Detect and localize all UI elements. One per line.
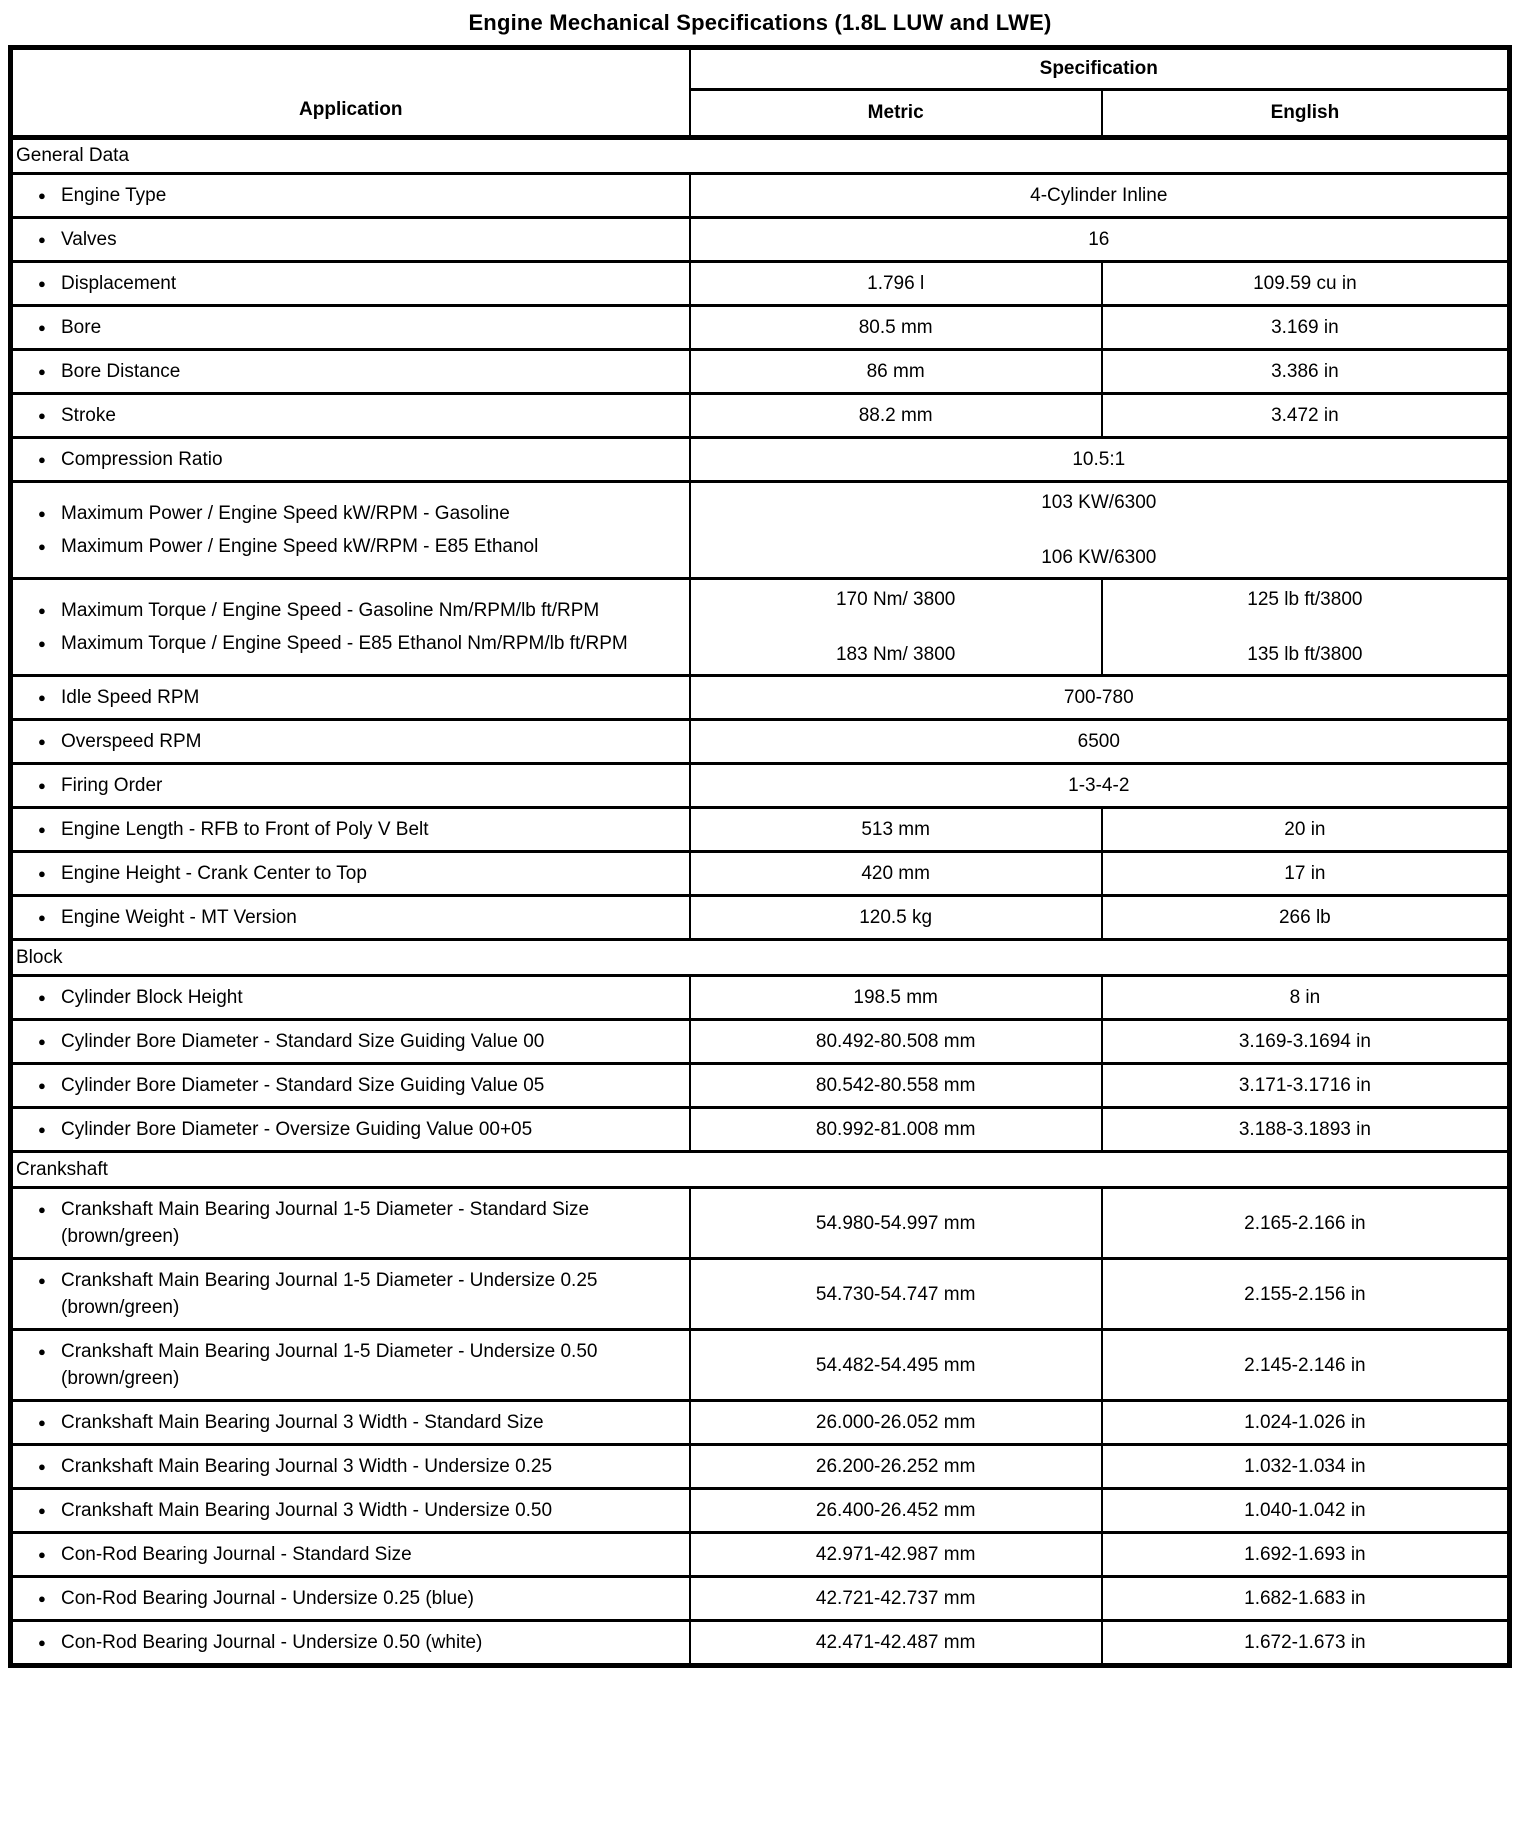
specification-value: 103 KW/6300 [1041,492,1157,513]
application-cell [11,1259,690,1330]
english-value-cell [1102,852,1510,896]
application-label: Crankshaft Main Bearing Journal 3 Width - Standard Size [61,1412,544,1433]
english-column-header: English [1102,90,1510,138]
bullet-icon: ● [38,188,46,203]
table-row [11,1489,1510,1533]
table-row [11,1577,1510,1621]
metric-value-cell [690,1330,1102,1401]
metric-value: 26.200-26.252 mm [815,1456,976,1477]
section-label: General Data [11,138,1510,174]
application-label: Engine Length - RFB to Front of Poly V Belt [61,819,429,840]
metric-value: 80.492-80.508 mm [815,1031,976,1052]
application-cell [11,896,690,940]
english-value-cell [1102,976,1510,1020]
metric-value: 80.5 mm [858,317,933,338]
bullet-icon: ● [38,276,46,291]
application-label: Crankshaft Main Bearing Journal 1-5 Diameter - Undersize 0.25 (brown/green) [61,1270,598,1318]
metric-value: 54.730-54.747 mm [815,1283,976,1305]
english-value: 2.145-2.146 in [1244,1354,1366,1376]
english-value-cell [1102,1330,1510,1401]
metric-value: 420 mm [861,863,930,884]
specification-value: 1-3-4-2 [1068,775,1130,796]
metric-value: 170 Nm/ 3800 [835,589,956,610]
application-item [13,1196,683,1250]
english-value-cell [1102,808,1510,852]
application-item [13,630,683,657]
table-row [11,852,1510,896]
application-cell [11,306,690,350]
bullet-icon: ● [38,1635,46,1650]
english-value: 1.040-1.042 in [1244,1500,1366,1521]
application-item [13,984,683,1011]
specification-value: 4-Cylinder Inline [1030,185,1168,206]
metric-value: 88.2 mm [858,405,933,426]
application-cell [11,1577,690,1621]
application-item [13,772,683,799]
metric-value-cell [690,1259,1102,1330]
table-row [11,1621,1510,1666]
metric-value-cell [690,579,1102,676]
application-item [13,1541,683,1568]
metric-value-cell [690,1489,1102,1533]
table-row [11,218,1510,262]
english-value: 20 in [1284,819,1326,840]
bullet-icon: ● [38,539,46,554]
application-label: Con-Rod Bearing Journal - Undersize 0.25 (blue) [61,1588,474,1609]
english-value: 3.169 in [1271,317,1339,338]
application-cell [11,1533,690,1577]
application-label: Displacement [61,273,177,294]
application-label: Crankshaft Main Bearing Journal 1-5 Diameter - Standard Size (brown/green) [61,1199,590,1247]
bullet-icon: ● [38,734,46,749]
english-value: 1.692-1.693 in [1244,1544,1366,1565]
table-row [11,350,1510,394]
table-row [11,808,1510,852]
english-value: 3.171-3.1716 in [1238,1075,1371,1096]
bullet-icon: ● [38,822,46,837]
english-value: 109.59 cu in [1253,273,1357,294]
table-row [11,306,1510,350]
application-cell [11,764,690,808]
metric-value: 80.992-81.008 mm [815,1119,976,1140]
section-label: Crankshaft [11,1152,1510,1188]
metric-value: 513 mm [861,819,930,840]
bullet-icon: ● [38,1122,46,1137]
application-label: Crankshaft Main Bearing Journal 3 Width - Undersize 0.50 [61,1500,553,1521]
application-item [13,1409,683,1436]
metric-value: 120.5 kg [859,907,933,928]
bullet-icon: ● [38,1415,46,1430]
table-row [11,438,1510,482]
application-cell [11,1108,690,1152]
english-value: 3.386 in [1271,361,1339,382]
application-cell [11,720,690,764]
application-cell [11,852,690,896]
table-row [11,764,1510,808]
specification-value: 16 [1088,229,1110,250]
table-row [11,1445,1510,1489]
metric-value: 54.482-54.495 mm [815,1354,976,1376]
application-label: Cylinder Block Height [61,987,243,1008]
metric-value-cell [690,1621,1102,1666]
specification-value: 106 KW/6300 [1041,547,1157,568]
bullet-icon: ● [38,408,46,423]
application-item [13,1267,683,1321]
specification-value-cell [690,676,1510,720]
application-item [13,860,683,887]
metric-value-cell [690,808,1102,852]
engine-specifications-table [8,45,1512,1668]
bullet-icon: ● [38,506,46,521]
english-value: 1.024-1.026 in [1244,1412,1366,1433]
application-cell [11,1621,690,1666]
specification-value-cell [690,218,1510,262]
bullet-icon: ● [38,452,46,467]
metric-value-cell [690,1445,1102,1489]
metric-value-cell [690,1577,1102,1621]
application-item [13,226,683,253]
application-cell [11,438,690,482]
table-row [11,262,1510,306]
metric-value: 183 Nm/ 3800 [835,644,956,665]
english-value-cell [1102,1489,1510,1533]
specification-value-cell [690,764,1510,808]
english-value: 17 in [1284,863,1326,884]
bullet-icon: ● [38,603,46,618]
application-cell [11,976,690,1020]
application-cell [11,482,690,579]
metric-value: 26.000-26.052 mm [815,1412,976,1433]
application-label: Overspeed RPM [61,731,202,752]
english-value-cell [1102,394,1510,438]
application-item [13,500,683,527]
english-value-cell [1102,1533,1510,1577]
english-value: 135 lb ft/3800 [1247,644,1363,665]
table-row [11,394,1510,438]
bullet-icon: ● [38,778,46,793]
metric-value-cell [690,262,1102,306]
english-value: 3.472 in [1271,405,1339,426]
application-item [13,1028,683,1055]
application-label: Firing Order [61,775,163,796]
application-item [13,314,683,341]
application-item [13,816,683,843]
application-label: Idle Speed RPM [61,687,200,708]
metric-value-cell [690,852,1102,896]
application-label: Crankshaft Main Bearing Journal 1-5 Diameter - Undersize 0.50 (brown/green) [61,1341,598,1389]
specification-value: 6500 [1077,731,1120,752]
table-row [11,1330,1510,1401]
table-row [11,676,1510,720]
english-value: 2.155-2.156 in [1244,1283,1366,1305]
application-label: Crankshaft Main Bearing Journal 3 Width - Undersize 0.25 [61,1456,553,1477]
application-item [13,904,683,931]
english-value: 3.188-3.1893 in [1238,1119,1371,1140]
application-item [13,358,683,385]
english-value: 266 lb [1278,907,1331,928]
specification-value: 700-780 [1063,687,1134,708]
table-row [11,976,1510,1020]
specification-value-cell [690,482,1510,579]
bullet-icon: ● [38,1459,46,1474]
application-item [13,446,683,473]
bullet-icon: ● [38,232,46,247]
section-header-row [11,1152,1510,1188]
bullet-icon: ● [38,636,46,651]
application-cell [11,579,690,676]
application-item [13,402,683,429]
english-value-cell [1102,1108,1510,1152]
application-label: Cylinder Bore Diameter - Standard Size Guiding Value 05 [61,1075,545,1096]
english-value-cell [1102,579,1510,676]
application-cell [11,394,690,438]
application-item [13,1338,683,1392]
table-row [11,1533,1510,1577]
metric-value: 42.971-42.987 mm [815,1544,976,1565]
application-label: Engine Type [61,185,167,206]
bullet-icon: ● [38,866,46,881]
application-item [13,1585,683,1612]
english-value-cell [1102,1064,1510,1108]
table-body [11,138,1510,1666]
bullet-icon: ● [38,910,46,925]
english-value-cell [1102,262,1510,306]
application-item [13,728,683,755]
table-row [11,896,1510,940]
bullet-icon: ● [38,1547,46,1562]
application-cell [11,218,690,262]
application-item [13,270,683,297]
application-label: Maximum Power / Engine Speed kW/RPM - E85 Ethanol [61,536,539,557]
bullet-icon: ● [38,1591,46,1606]
table-row [11,1020,1510,1064]
bullet-icon: ● [38,1503,46,1518]
bullet-icon: ● [38,1273,46,1288]
header-row-specification [11,48,1510,90]
english-value-cell [1102,350,1510,394]
metric-value: 42.471-42.487 mm [815,1632,976,1653]
application-item [13,1629,683,1656]
application-label: Stroke [61,405,116,426]
metric-value: 42.721-42.737 mm [815,1588,976,1609]
section-label: Block [11,940,1510,976]
application-item [13,1453,683,1480]
application-cell [11,808,690,852]
bullet-icon: ● [38,1344,46,1359]
application-label: Bore [61,317,102,338]
application-cell [11,1330,690,1401]
application-item [13,684,683,711]
application-cell [11,262,690,306]
bullet-icon: ● [38,320,46,335]
metric-value-cell [690,976,1102,1020]
bullet-icon: ● [38,1034,46,1049]
metric-value-cell [690,306,1102,350]
application-cell [11,1064,690,1108]
application-label: Maximum Torque / Engine Speed - E85 Ethanol Nm/RPM/lb ft/RPM [61,633,628,654]
specification-column-header: Specification [690,48,1510,90]
application-label: Con-Rod Bearing Journal - Standard Size [61,1544,412,1565]
application-label: Valves [61,229,117,250]
english-value-cell [1102,896,1510,940]
application-label: Maximum Torque / Engine Speed - Gasoline Nm/RPM/lb ft/RPM [61,600,600,621]
section-header-row [11,940,1510,976]
english-value-cell [1102,1621,1510,1666]
metric-value-cell [690,896,1102,940]
metric-value-cell [690,394,1102,438]
english-value: 125 lb ft/3800 [1247,589,1363,610]
bullet-icon: ● [38,364,46,379]
specification-value-cell [690,720,1510,764]
metric-value: 26.400-26.452 mm [815,1500,976,1521]
specification-value-cell [690,438,1510,482]
english-value: 3.169-3.1694 in [1238,1031,1371,1052]
english-value: 1.672-1.673 in [1244,1632,1366,1653]
table-row [11,1259,1510,1330]
application-item [13,1497,683,1524]
application-item [13,1116,683,1143]
english-value-cell [1102,1188,1510,1259]
application-label: Maximum Power / Engine Speed kW/RPM - Gasoline [61,503,510,524]
specification-value: 10.5:1 [1072,449,1126,470]
english-value-cell [1102,1259,1510,1330]
bullet-icon: ● [38,990,46,1005]
table-row [11,1188,1510,1259]
application-cell [11,1401,690,1445]
metric-value-cell [690,1401,1102,1445]
application-column-header: Application [11,48,690,138]
metric-value-cell [690,1020,1102,1064]
english-value: 1.682-1.683 in [1244,1588,1366,1609]
metric-value: 54.980-54.997 mm [815,1212,976,1234]
section-header-row [11,138,1510,174]
table-row [11,579,1510,676]
metric-value-cell [690,1108,1102,1152]
application-cell [11,1445,690,1489]
application-cell [11,350,690,394]
metric-value-cell [690,1188,1102,1259]
bullet-icon: ● [38,1202,46,1217]
application-cell [11,1489,690,1533]
english-value: 8 in [1289,987,1321,1008]
specification-value-cell [690,174,1510,218]
english-value-cell [1102,1401,1510,1445]
metric-value: 80.542-80.558 mm [815,1075,976,1096]
application-label: Bore Distance [61,361,181,382]
english-value-cell [1102,1020,1510,1064]
metric-value: 198.5 mm [853,987,938,1008]
application-label: Cylinder Bore Diameter - Standard Size Guiding Value 00 [61,1031,545,1052]
application-cell [11,1188,690,1259]
table-row [11,1064,1510,1108]
application-item [13,182,683,209]
application-cell [11,174,690,218]
metric-value: 1.796 l [867,273,925,294]
application-item [13,597,683,624]
metric-column-header: Metric [690,90,1102,138]
application-label: Con-Rod Bearing Journal - Undersize 0.50 (white) [61,1632,483,1653]
application-label: Engine Weight - MT Version [61,907,297,928]
english-value-cell [1102,1577,1510,1621]
application-label: Cylinder Bore Diameter - Oversize Guiding Value 00+05 [61,1119,533,1140]
english-value-cell [1102,1445,1510,1489]
table-row [11,1401,1510,1445]
application-label: Compression Ratio [61,449,223,470]
table-row [11,1108,1510,1152]
metric-value-cell [690,350,1102,394]
english-value: 1.032-1.034 in [1244,1456,1366,1477]
page-title: Engine Mechanical Specifications (1.8L LUW and LWE) [468,10,1052,35]
application-item [13,533,683,560]
table-row [11,174,1510,218]
application-label: Engine Height - Crank Center to Top [61,863,367,884]
metric-value-cell [690,1064,1102,1108]
english-value: 2.165-2.166 in [1244,1212,1366,1234]
application-cell [11,1020,690,1064]
table-row [11,720,1510,764]
bullet-icon: ● [38,690,46,705]
application-cell [11,676,690,720]
bullet-icon: ● [38,1078,46,1093]
application-item [13,1072,683,1099]
metric-value: 86 mm [866,361,925,382]
metric-value-cell [690,1533,1102,1577]
english-value-cell [1102,306,1510,350]
table-row [11,482,1510,579]
